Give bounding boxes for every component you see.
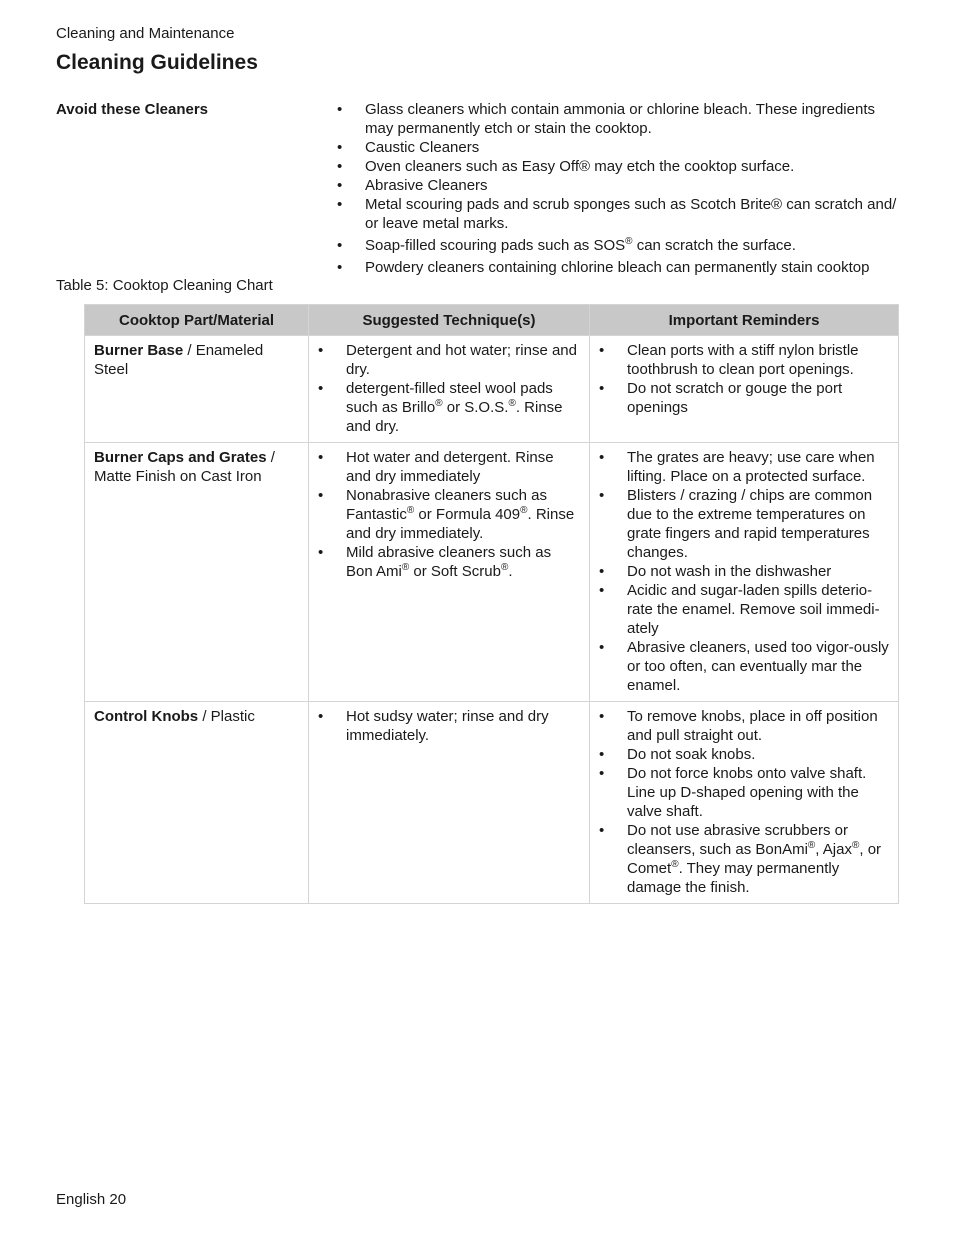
bullet: • — [337, 101, 343, 118]
list-item: • Do not use abrasive scrubbers or cleansers, such as BonAmi®, Ajax®, or Comet®. They may permanently damage the finish. — [599, 822, 882, 896]
page-title: Cleaning Guidelines — [56, 51, 258, 74]
column-header-technique: Suggested Technique(s) — [309, 305, 590, 336]
technique-cell — [309, 336, 590, 443]
list-item: • Do not soak knobs. — [599, 746, 756, 763]
column-header-part: Cooktop Part/Material — [85, 305, 309, 336]
bullet: • — [337, 158, 343, 175]
table-row — [85, 443, 899, 702]
table-row — [85, 702, 899, 904]
list-item: • detergent-filled steel wool pads such as Brillo® or S.O.S.®. Rinse and dry. — [318, 380, 563, 435]
list-item: • Mild abrasive cleaners such as Bon Ami® or Soft Scrub®. — [318, 544, 552, 580]
list-item: • Clean ports with a stiff nylon bristle toothbrush to clean port openings. — [599, 342, 859, 378]
reminder-cell — [590, 702, 899, 904]
technique-cell — [309, 702, 590, 904]
technique-cell — [309, 443, 590, 702]
list-item: • To remove knobs, place in off position and pull straight out. — [599, 708, 878, 744]
avoid-cleaners-list — [337, 100, 907, 277]
list-item: • Detergent and hot water; rinse and dry. — [318, 342, 577, 378]
section-label: Cleaning and Maintenance — [56, 25, 235, 42]
column-header-reminders: Important Reminders — [590, 305, 899, 336]
reminder-cell — [590, 443, 899, 702]
list-item: • Hot sudsy water; rinse and dry immediately. — [318, 708, 549, 744]
part-cell: Control Knobs / Plastic — [85, 702, 309, 904]
cooktop-cleaning-chart — [84, 304, 899, 904]
list-item: • Do not scratch or gouge the port openings — [599, 380, 843, 416]
table-caption: Table 5: Cooktop Cleaning Chart — [56, 277, 273, 294]
bullet: • — [337, 196, 343, 213]
list-item: • Do not force knobs onto valve shaft. Line up D-shaped opening with the valve shaft. — [599, 765, 867, 820]
list-item: • Metal scouring pads and scrub sponges such as Scotch Brite® can scratch and/ or leave metal marks. — [337, 196, 897, 232]
list-item: • Abrasive Cleaners — [337, 177, 488, 194]
bullet: • — [337, 237, 343, 254]
list-item: • Caustic Cleaners — [337, 139, 480, 156]
list-item: • Acidic and sugar-laden spills deterio-rate the enamel. Remove soil immedi-ately — [599, 582, 880, 637]
list-item: • Powdery cleaners containing chlorine bleach can permanently stain cooktop — [337, 259, 870, 276]
avoid-cleaners-heading: Avoid these Cleaners — [56, 101, 208, 118]
list-item: • Hot water and detergent. Rinse and dry immediately — [318, 449, 554, 485]
table-row — [85, 336, 899, 443]
reminder-cell — [590, 336, 899, 443]
list-item: • Glass cleaners which contain ammonia or chlorine bleach. These ingredients may permanently etch or stain the cooktop. — [337, 101, 875, 137]
part-cell: Burner Caps and Grates / Matte Finish on Cast Iron — [85, 443, 309, 702]
list-item: • The grates are heavy; use care when lifting. Place on a protected surface. — [599, 449, 875, 485]
registered-mark: ® — [625, 236, 633, 247]
bullet: • — [337, 259, 343, 276]
bullet: • — [337, 139, 343, 156]
list-item: • Soap-filled scouring pads such as SOS® can scratch the surface. — [337, 236, 796, 254]
part-cell: Burner Base / Enameled Steel — [85, 336, 309, 443]
page-footer: English 20 — [56, 1191, 127, 1208]
table-header-row — [85, 305, 899, 336]
list-item: • Nonabrasive cleaners such as Fantastic® or Formula 409®. Rinse and dry immediately. — [318, 487, 575, 542]
list-item: • Blisters / crazing / chips are common due to the extreme temperatures on grate fingers and rapid temperatures changes. — [599, 487, 873, 561]
list-item: • Do not wash in the dishwasher — [599, 563, 832, 580]
list-item: • Oven cleaners such as Easy Off® may etch the cooktop surface. — [337, 158, 795, 175]
bullet: • — [337, 177, 343, 194]
list-item: • Abrasive cleaners, used too vigor-ously or too often, can eventually mar the enamel. — [599, 639, 889, 694]
